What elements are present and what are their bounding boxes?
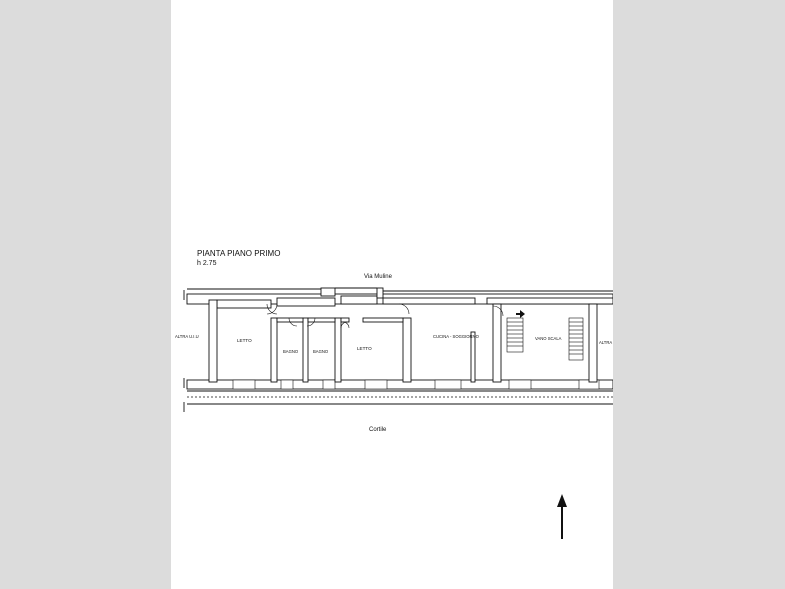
stairs-kitchen (507, 310, 525, 352)
room-label-letto-1: LETTO (237, 338, 252, 343)
drawing-sheet (171, 0, 613, 589)
room-label-letto-2: LETTO (357, 346, 372, 351)
north-arrow-icon (557, 494, 567, 539)
room-label-altra-left: ALTRA U.I.U (175, 334, 199, 339)
door-swings (267, 304, 503, 328)
floor-plan (171, 0, 613, 589)
room-label-bagno-1: BAGNO (283, 349, 299, 354)
bottom-wall (187, 380, 613, 404)
street-label: Via Muline (364, 274, 392, 280)
courtyard-label: Cortile (369, 427, 387, 433)
room-label-altra-right: ALTRA (599, 340, 613, 345)
top-wall (187, 288, 613, 308)
stairs-vano-scala (569, 318, 583, 360)
partition-walls (209, 300, 597, 382)
plan-title: PIANTA PIANO PRIMO (197, 249, 281, 258)
room-label-vano-scala: VANO SCALA (535, 336, 562, 341)
room-label-bagno-2: BAGNO (313, 349, 329, 354)
height-note: h 2.75 (197, 260, 217, 267)
room-label-cucina: CUCINA - SOGGIORNO (433, 334, 479, 339)
